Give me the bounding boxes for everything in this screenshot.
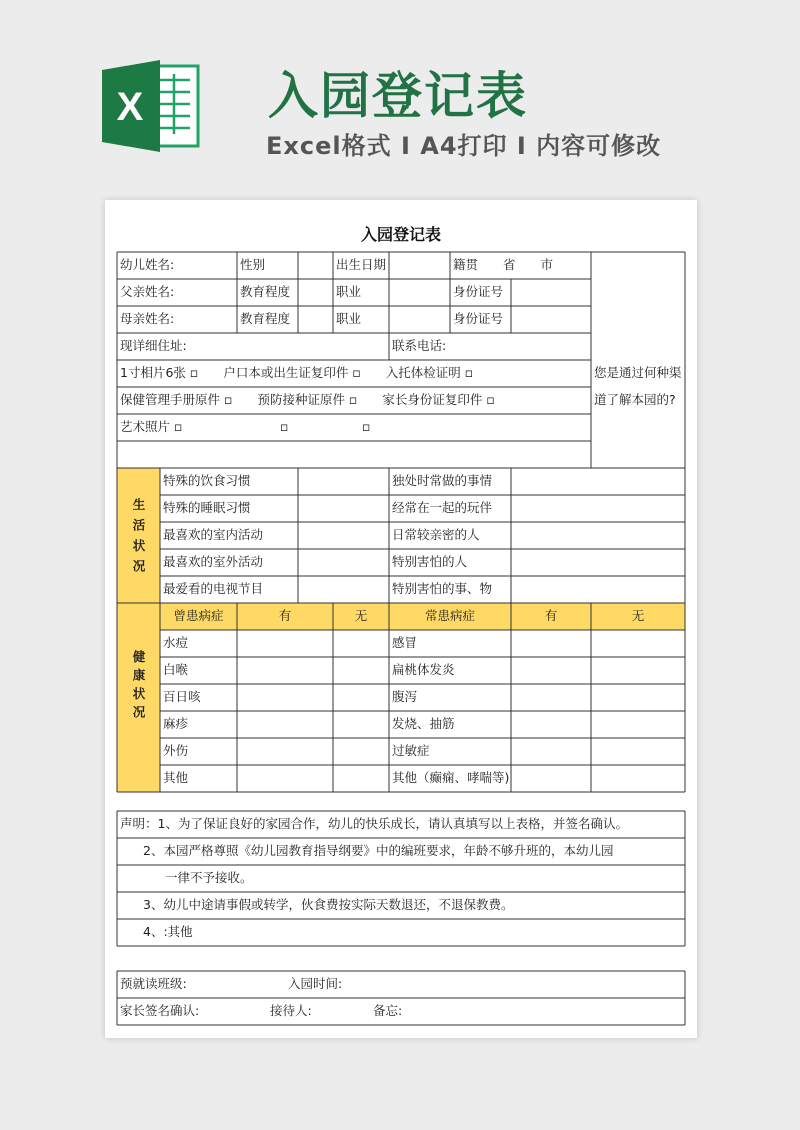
health-left-4: 外伤 xyxy=(163,743,189,758)
health-header-past: 曾患病症 xyxy=(173,608,224,623)
docs-line-3-checkbox-b: ▫ xyxy=(280,419,289,434)
note-line-2: 2、本园严格尊照《幼儿园教育指导纲要》中的编班要求，年龄不够升班的，本幼儿园 xyxy=(143,843,614,858)
life-right-1: 经常在一起的玩伴 xyxy=(392,500,493,515)
health-section-label: 健康状况 xyxy=(131,650,146,724)
health-right-5: 其他（癫痫、哮喘等) xyxy=(392,770,510,785)
banner-title: 入园登记表 xyxy=(268,67,528,125)
note-line-5: 4、:其他 xyxy=(143,924,193,939)
logo-letter: X xyxy=(116,85,144,129)
father-id-label: 身份证号 xyxy=(453,284,504,299)
health-header-has-1: 有 xyxy=(278,608,292,623)
health-left-1: 白喉 xyxy=(163,662,189,677)
note-line-4: 3、幼儿中途请事假或转学，伙食费按实际天数退还，不退保教费。 xyxy=(143,897,514,912)
note-line-1: 声明：1、为了保证良好的家园合作，幼儿的快乐成长，请认真填写以上表格，并签名确认。 xyxy=(120,816,628,831)
footer-receiver-label: 接待人: xyxy=(270,1003,312,1018)
mother-education-label: 教育程度 xyxy=(240,311,291,326)
health-right-0: 感冒 xyxy=(392,635,418,650)
address-label: 现详细住址: xyxy=(120,338,187,353)
health-right-1: 扁桃体发炎 xyxy=(392,662,455,677)
form-title: 入园登记表 xyxy=(360,225,441,244)
form-sheet xyxy=(105,200,697,1038)
health-right-3: 发烧、抽筋 xyxy=(392,716,455,731)
health-header-common: 常患病症 xyxy=(424,608,475,623)
mother-id-label: 身份证号 xyxy=(453,311,504,326)
father-occupation-label: 职业 xyxy=(336,284,362,299)
mother-occupation-label: 职业 xyxy=(336,311,362,326)
native-place-label: 籍贯 省 市 xyxy=(453,257,554,272)
footer-remark-label: 备忘: xyxy=(373,1003,403,1018)
docs-line-2: 保健管理手册原件 ▫ 预防接种证原件 ▫ 家长身份证复印件 ▫ xyxy=(120,392,495,407)
health-left-3: 麻疹 xyxy=(163,716,189,731)
life-right-4: 特别害怕的事、物 xyxy=(392,581,493,596)
phone-label: 联系电话: xyxy=(392,338,447,353)
health-left-0: 水痘 xyxy=(163,635,189,650)
channel-question-1: 您是通过何种渠 xyxy=(594,365,682,380)
birth-date-label: 出生日期 xyxy=(336,257,387,272)
health-header-has-2: 有 xyxy=(544,608,558,623)
life-right-2: 日常较亲密的人 xyxy=(392,527,480,542)
docs-line-3-art-photo: 艺术照片 ▫ xyxy=(120,419,183,434)
banner-subtitle: Excel格式 I A4打印 I 内容可修改 xyxy=(266,132,662,160)
health-left-2: 百日咳 xyxy=(163,689,201,704)
life-right-3: 特别害怕的人 xyxy=(392,554,468,569)
footer-entry-time-label: 入园时间: xyxy=(288,976,343,991)
child-name-label: 幼儿姓名: xyxy=(120,257,175,272)
life-right-0: 独处时常做的事情 xyxy=(392,473,493,488)
father-education-label: 教育程度 xyxy=(240,284,291,299)
life-left-2: 最喜欢的室内活动 xyxy=(163,527,264,542)
footer-parent-sign-label: 家长签名确认: xyxy=(120,1003,200,1018)
life-left-0: 特殊的饮食习惯 xyxy=(163,473,251,488)
docs-line-1: 1寸相片6张 ▫ 户口本或出生证复印件 ▫ 入托体检证明 ▫ xyxy=(120,365,474,380)
life-left-4: 最爱看的电视节目 xyxy=(163,581,264,596)
health-header-no-2: 无 xyxy=(631,608,645,623)
health-right-2: 腹泻 xyxy=(392,689,418,704)
mother-name-label: 母亲姓名: xyxy=(120,311,175,326)
footer-class-label: 预就读班级: xyxy=(120,976,187,991)
excel-icon xyxy=(102,60,202,152)
health-right-4: 过敏症 xyxy=(392,743,430,758)
father-name-label: 父亲姓名: xyxy=(120,284,175,299)
life-section-label: 生活状况 xyxy=(131,498,146,580)
life-left-1: 特殊的睡眠习惯 xyxy=(163,500,251,515)
health-left-5: 其他 xyxy=(163,770,189,785)
docs-line-3-checkbox-c: ▫ xyxy=(362,419,371,434)
channel-question-2: 道了解本园的? xyxy=(594,392,676,407)
note-line-3: 一律不予接收。 xyxy=(165,870,253,885)
health-header-no-1: 无 xyxy=(354,608,368,623)
life-left-3: 最喜欢的室外活动 xyxy=(163,554,264,569)
gender-label: 性别 xyxy=(240,257,266,272)
